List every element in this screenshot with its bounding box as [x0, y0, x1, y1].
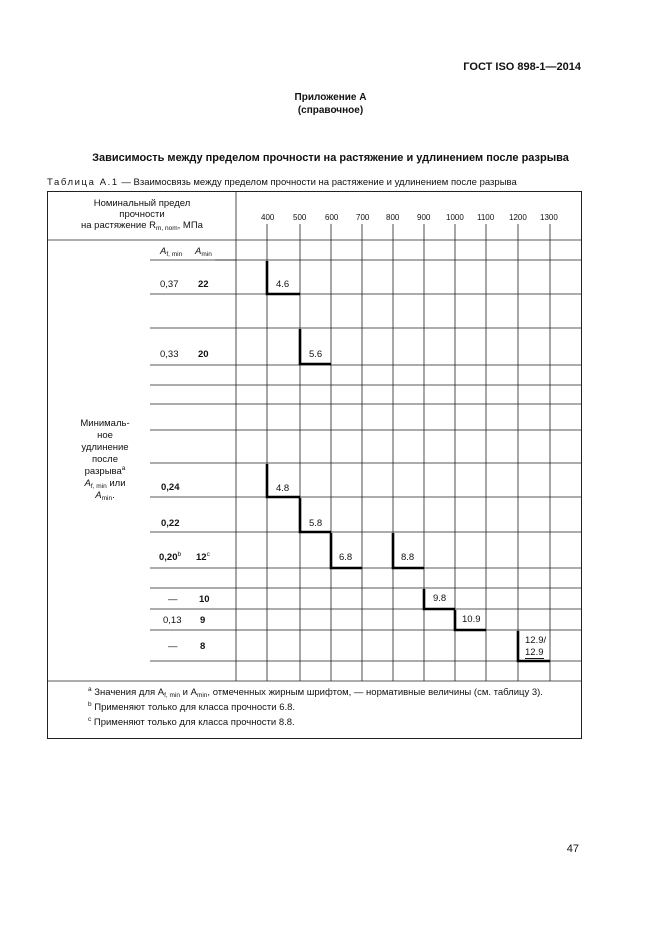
row-af-6: 0,13 — [163, 615, 182, 626]
nominal-header-unit: , МПа — [177, 220, 203, 231]
row-af-2: 0,24 — [161, 482, 180, 493]
label-line6-sub: f, min — [90, 483, 107, 490]
class-4-8: 4.8 — [276, 483, 290, 494]
row-af-3: 0,22 — [161, 518, 180, 529]
nominal-strength-header — [72, 198, 212, 231]
row-amin-4 — [196, 552, 210, 563]
table-caption-text: — Взаимосвязь между пределом прочности на растяжение и удлинением после разрыва — [118, 177, 517, 188]
col-1300: 1300 — [540, 213, 558, 222]
label-line5-sup: a — [121, 465, 126, 472]
class-5-8: 5.8 — [309, 518, 323, 529]
row-amin-6: 9 — [200, 615, 206, 626]
footnote-c: $^c$ Применяют только для класса прочности 8.8. — [88, 716, 295, 728]
row-af-4-value: 0,20 — [159, 552, 178, 563]
label-line5-text: разрыва — [84, 466, 122, 477]
amin-symbol: A — [195, 246, 202, 257]
footnote-c-text: Применяют только для класса прочности 8.8. — [93, 717, 295, 728]
label-line7-sub: min — [101, 495, 113, 502]
col-400: 400 — [261, 213, 275, 222]
col-700: 700 — [356, 213, 370, 222]
label-line3: удлинение — [81, 442, 129, 453]
col-1000: 1000 — [446, 213, 464, 222]
label-line6-a: A — [84, 478, 91, 489]
nominal-header-line2: прочности — [119, 209, 165, 220]
label-line5 — [60, 466, 150, 478]
footnote-a-sub2: min — [196, 692, 208, 699]
col-900: 900 — [417, 213, 431, 222]
footnote-a: $^a$ Значения для $A_{f, min}$ и $A_{min}$, отмеченных жирным шрифтом, — нормативные величины (см. таблицу 3). — [88, 686, 543, 699]
class-9-8: 9.8 — [433, 593, 447, 604]
row-af-7: — — [168, 641, 178, 652]
col-500: 500 — [293, 213, 307, 222]
label-line6-or: или — [106, 478, 126, 489]
label-line7-dot: . — [112, 490, 115, 501]
class-step-lines — [267, 261, 550, 661]
row-af-1: 0,33 — [160, 349, 179, 360]
col-1100: 1100 — [477, 213, 495, 222]
standard-number: ГОСТ ISO 898-1—2014 — [463, 61, 581, 73]
row-amin-4-sup: c — [206, 551, 210, 558]
footnote-b-text: Применяют только для класса прочности 6.8. — [94, 702, 296, 713]
a-min-header — [195, 246, 212, 257]
label-line7-a: A — [95, 490, 102, 501]
footnote-a-sub1: f, min — [164, 692, 181, 699]
page-number: 47 — [566, 843, 579, 855]
footnote-a-mid: и A — [180, 687, 197, 698]
table-caption-prefix: Таблица А.1 — [47, 177, 119, 188]
label-line7 — [60, 490, 150, 502]
col-1200: 1200 — [509, 213, 527, 222]
nominal-header-rm: на растяжение R — [81, 220, 156, 231]
class-12-9-underlined: 12.9 — [525, 647, 544, 658]
class-4-6: 4.6 — [276, 279, 290, 290]
class-8-8: 8.8 — [401, 552, 415, 563]
row-af-0: 0,37 — [160, 279, 179, 290]
row-amin-4-value: 12 — [196, 552, 207, 563]
af-symbol: A — [160, 246, 167, 257]
class-5-6: 5.6 — [309, 349, 323, 360]
annex-title: Приложение А — [294, 92, 367, 103]
min-elongation-label — [60, 418, 150, 502]
col-800: 800 — [386, 213, 400, 222]
section-title: Зависимость между пределом прочности на растяжение и удлинением после разрыва — [92, 152, 569, 164]
af-min-header — [160, 246, 182, 257]
label-line4: после — [91, 454, 118, 465]
row-af-4-sup: b — [177, 551, 182, 558]
af-sub: f, min — [166, 251, 183, 258]
class-6-8: 6.8 — [339, 552, 353, 563]
nominal-header-line3 — [72, 220, 212, 231]
label-line6 — [60, 478, 150, 490]
footnote-b: $^b$ Применяют только для класса прочности 6.8. — [88, 701, 296, 713]
nominal-header-sub: m, nom — [155, 225, 178, 232]
row-af-4 — [159, 552, 181, 563]
class-10-9: 10.9 — [462, 614, 481, 625]
col-600: 600 — [325, 213, 339, 222]
row-amin-0: 22 — [198, 279, 209, 290]
class-12-9-top: 12.9/ — [525, 635, 547, 646]
class-12-9-bottom — [525, 647, 544, 658]
label-line2: ное — [97, 430, 113, 441]
footnote-a-pre: Значения для A — [94, 687, 165, 698]
row-amin-5: 10 — [199, 594, 210, 605]
footnote-a-post: , отмеченных жирным шрифтом, — нормативные величины (см. таблицу 3). — [207, 687, 543, 698]
annex-subtitle: (справочное) — [297, 105, 364, 116]
label-line1: Минималь- — [80, 418, 130, 429]
row-amin-7: 8 — [200, 641, 206, 652]
nominal-header-line1: Номинальный предел — [93, 198, 191, 209]
amin-sub: min — [201, 251, 212, 258]
row-af-5: — — [168, 594, 178, 605]
row-amin-1: 20 — [198, 349, 209, 360]
